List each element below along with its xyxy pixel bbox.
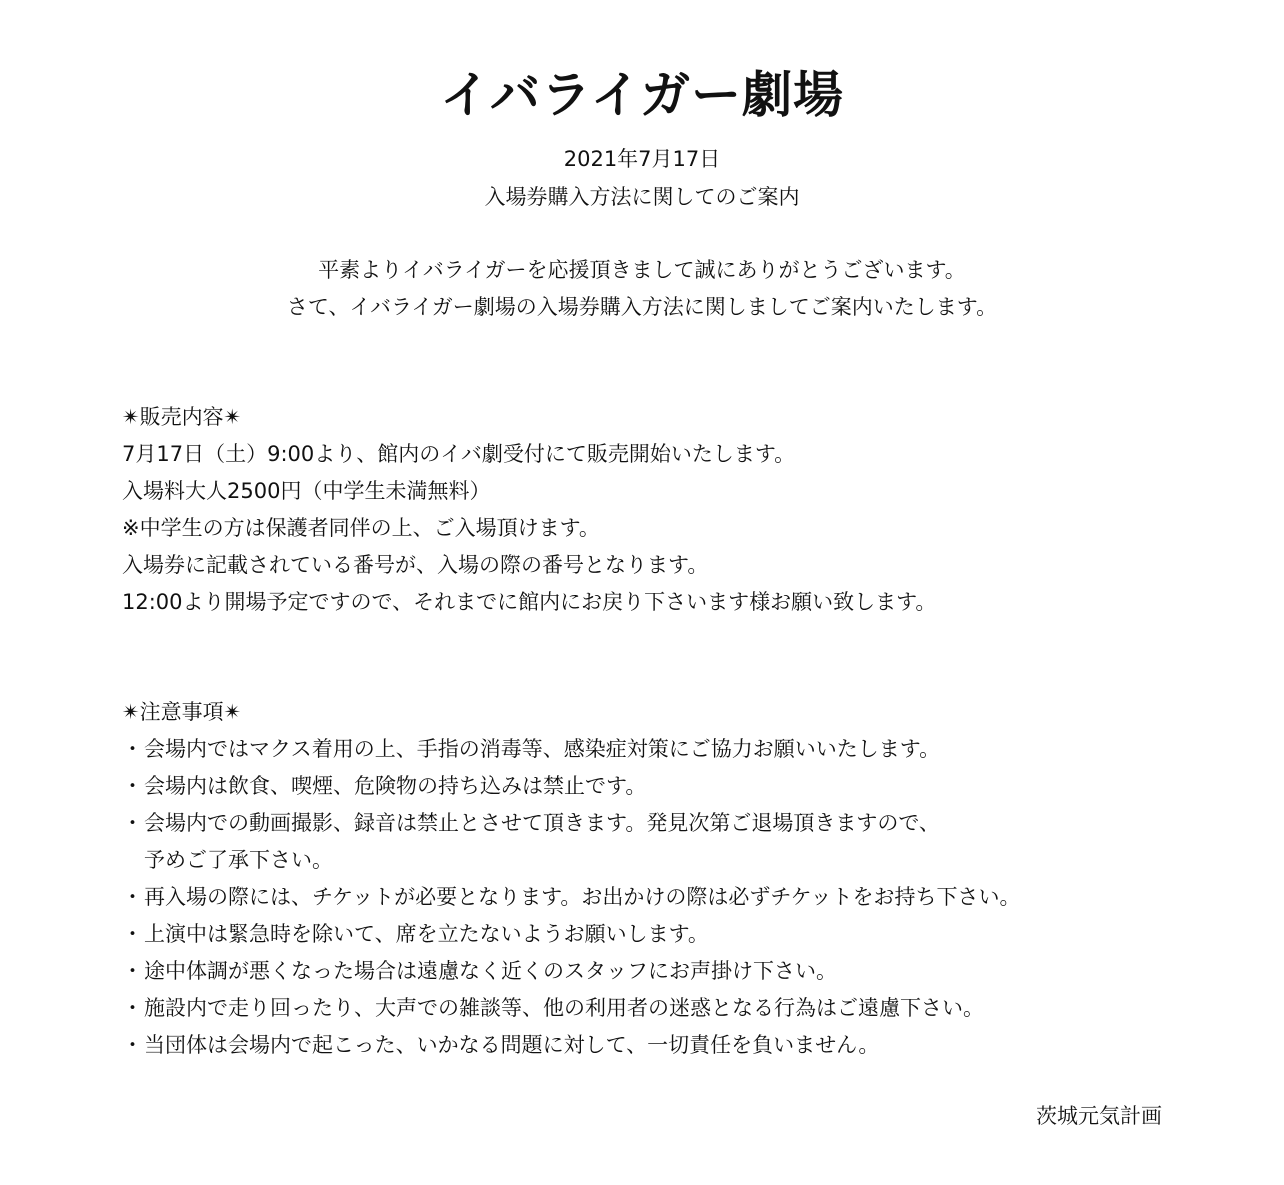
note-item	[122, 916, 1222, 953]
bullet-icon: ・	[122, 1033, 143, 1057]
bullet-icon: ・	[122, 922, 143, 946]
greeting-line: さて、イバライガー劇場の入場券購入方法に関しましてご案内いたします。	[286, 295, 998, 319]
bullet-icon: ・	[122, 996, 143, 1020]
note-text: 会場内ではマクス着用の上、手指の消毒等、感染症対策にご協力お願いいたします。	[144, 737, 941, 761]
note-item	[122, 805, 1222, 879]
note-item	[122, 1027, 1222, 1064]
organization-signature: 茨城元気計画	[1036, 1104, 1162, 1128]
sales-line: 入場料大人2500円（中学生未満無料）	[122, 479, 491, 503]
note-text: 途中体調が悪くなった場合は遠慮なく近くのスタッフにお声掛け下さい。	[144, 959, 837, 983]
page-title: イバライガー劇場	[440, 66, 844, 124]
sales-heading: ✴︎販売内容✴︎	[122, 405, 242, 429]
bullet-icon: ・	[122, 737, 143, 761]
bullet-icon: ・	[122, 811, 143, 835]
sales-line: 12:00より開場予定ですので、それまでに館内にお戻り下さいます様お願い致します。	[122, 590, 937, 614]
note-text: 再入場の際には、チケットが必要となります。お出かけの際は必ずチケットをお持ち下さい。	[144, 885, 1021, 909]
greeting-line: 平素よりイバライガーを応援頂きまして誠にありがとうございます。	[318, 258, 966, 282]
note-item	[122, 990, 1222, 1027]
note-text: 会場内は飲食、喫煙、危険物の持ち込みは禁止です。	[144, 774, 647, 798]
sales-section	[122, 399, 1222, 621]
note-item	[122, 879, 1222, 916]
bullet-icon: ・	[122, 959, 143, 983]
note-item	[122, 953, 1222, 990]
sales-line: 7月17日（土）9:00より、館内のイバ劇受付にて販売開始いたします。	[122, 442, 796, 466]
note-text: 当団体は会場内で起こった、いかなる問題に対して、一切責任を負いません。	[144, 1033, 880, 1057]
note-item	[122, 731, 1222, 768]
bullet-icon: ・	[122, 774, 143, 798]
sales-line: 入場券に記載されている番号が、入場の際の番号となります。	[122, 553, 709, 577]
note-text: 会場内での動画撮影、録音は禁止とさせて頂きます。発見次第ご退場頂きますので、 予めご了承下さい。	[144, 811, 940, 872]
note-text: 上演中は緊急時を除いて、席を立たないようお願いします。	[144, 922, 709, 946]
announcement-date: 2021年7月17日	[563, 147, 721, 171]
announcement-subtitle: 入場券購入方法に関してのご案内	[484, 185, 800, 209]
bullet-icon: ・	[122, 885, 143, 909]
note-item	[122, 768, 1222, 805]
sales-line: ※中学生の方は保護者同伴の上、ご入場頂けます。	[122, 516, 600, 540]
notes-section	[122, 694, 1222, 1064]
note-text: 施設内で走り回ったり、大声での雑談等、他の利用者の迷惑となる行為はご遠慮下さい。	[144, 996, 984, 1020]
notes-heading: ✴︎注意事項✴︎	[122, 700, 242, 724]
